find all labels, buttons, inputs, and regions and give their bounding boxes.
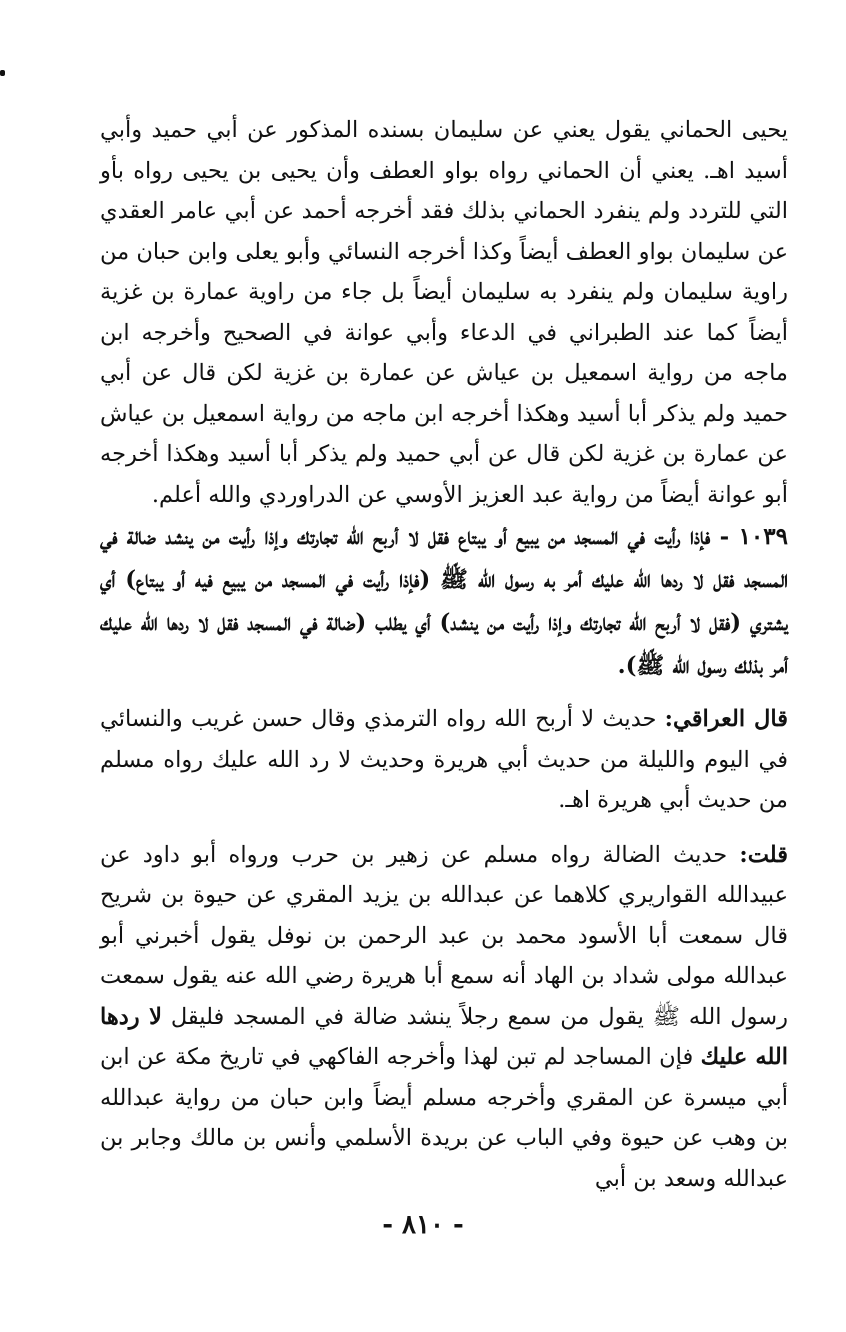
qult-text-end: فإن المساجد لم تبن لهذا وأخرجه الفاكهي في تاريخ مكة عن ابن أبي ميسرة عن المقري وأخرجه مسلم أيضاً وابن حبان من رواية عبدالله بن وهب عن حيوة وفي الباب عن بريدة الأسلمي وأنس بن مالك وجابر بن عبدالله وسعد بن أبي: [100, 1044, 788, 1192]
page-body: [100, 110, 788, 1199]
paragraph-qult: [100, 835, 788, 1200]
page-number: - ٨١٠ -: [382, 1210, 464, 1240]
paragraph-hadith-1039: ١٠٣٩ - فإذا رأيت في المسجد من يبيع أو يبتاع فقل لا أربح الله تجارتك وإذا رأيت من ينشد ضالة في المسجد فقل لا ردها الله عليك أمر به رسول الله ﷺ (فإذا رأيت في المسجد من يبيع فيه أو يبتاع) أي يشتري (فقل لا أربح الله تجارتك وإذا رأيت من ينشد) أي يطلب (ضالة في المسجد فقل لا ردها الله عليك أمر بذلك رسول الله ﷺ).: [100, 523, 788, 679]
qult-label: قلت:: [739, 841, 788, 868]
qult-bold-phrase: لا ردها الله عليك: [100, 1003, 789, 1070]
paragraph-iraqi: [100, 699, 788, 821]
iraqi-text: حديث لا أربح الله رواه الترمذي وقال حسن غريب والنسائي في اليوم والليلة من حديث أبي هريرة وحديث لا رد الله عليك رواه مسلم من حديث أبي هريرة اهـ.: [100, 706, 788, 813]
iraqi-label: قال العراقي:: [664, 706, 789, 732]
qult-text: حديث الضالة رواه مسلم عن زهير بن حرب ورواه أبو داود عن عبيدالله القواريري كلاهما عن عبدالله بن يزيد المقري عن حيوة بن شريح قال سمعت أبا الأسود محمد بن عبد الرحمن بن نوفل يقول أخبرني أبو عبدالله مولى شداد بن الهاد أنه سمع أبا هريرة رضي الله عنه يقول سمعت رسول الله ﷺ يقول من سمع رجلاً ينشد ضالة في المسجد فليقل: [100, 841, 788, 1030]
paragraph-commentary: يحيى الحماني يقول يعني عن سليمان بسنده المذكور عن أبي حميد وأبي أسيد اهـ. يعني أن الحماني رواه بواو العطف وأن يحيى بن يحيى رواه بأو التي للتردد ولم ينفرد الحماني بذلك فقد أخرجه أحمد عن أبي عامر العقدي عن سليمان بواو العطف أيضاً وكذا أخرجه النسائي وأبو يعلى وابن حبان من راوية سليمان ولم ينفرد به سليمان أيضاً بل جاء من راوية عمارة بن غزية أيضاً كما عند الطبراني في الدعاء وأبي عوانة في الصحيح وأخرجه ابن ماجه من رواية اسمعيل بن عياش عن عمارة بن غزية لكن قال عن أبي حميد ولم يذكر أبا أسيد وهكذا أخرجه ابن ماجه من رواية اسمعيل بن عياش عن عمارة بن غزية لكن قال عن أبي حميد ولم يذكر أبا أسيد وهكذا أخرجه أبو عوانة أيضاً من رواية عبد العزيز الأوسي عن الدراوردي والله أعلم.: [100, 117, 788, 508]
margin-mark: [0, 70, 5, 76]
